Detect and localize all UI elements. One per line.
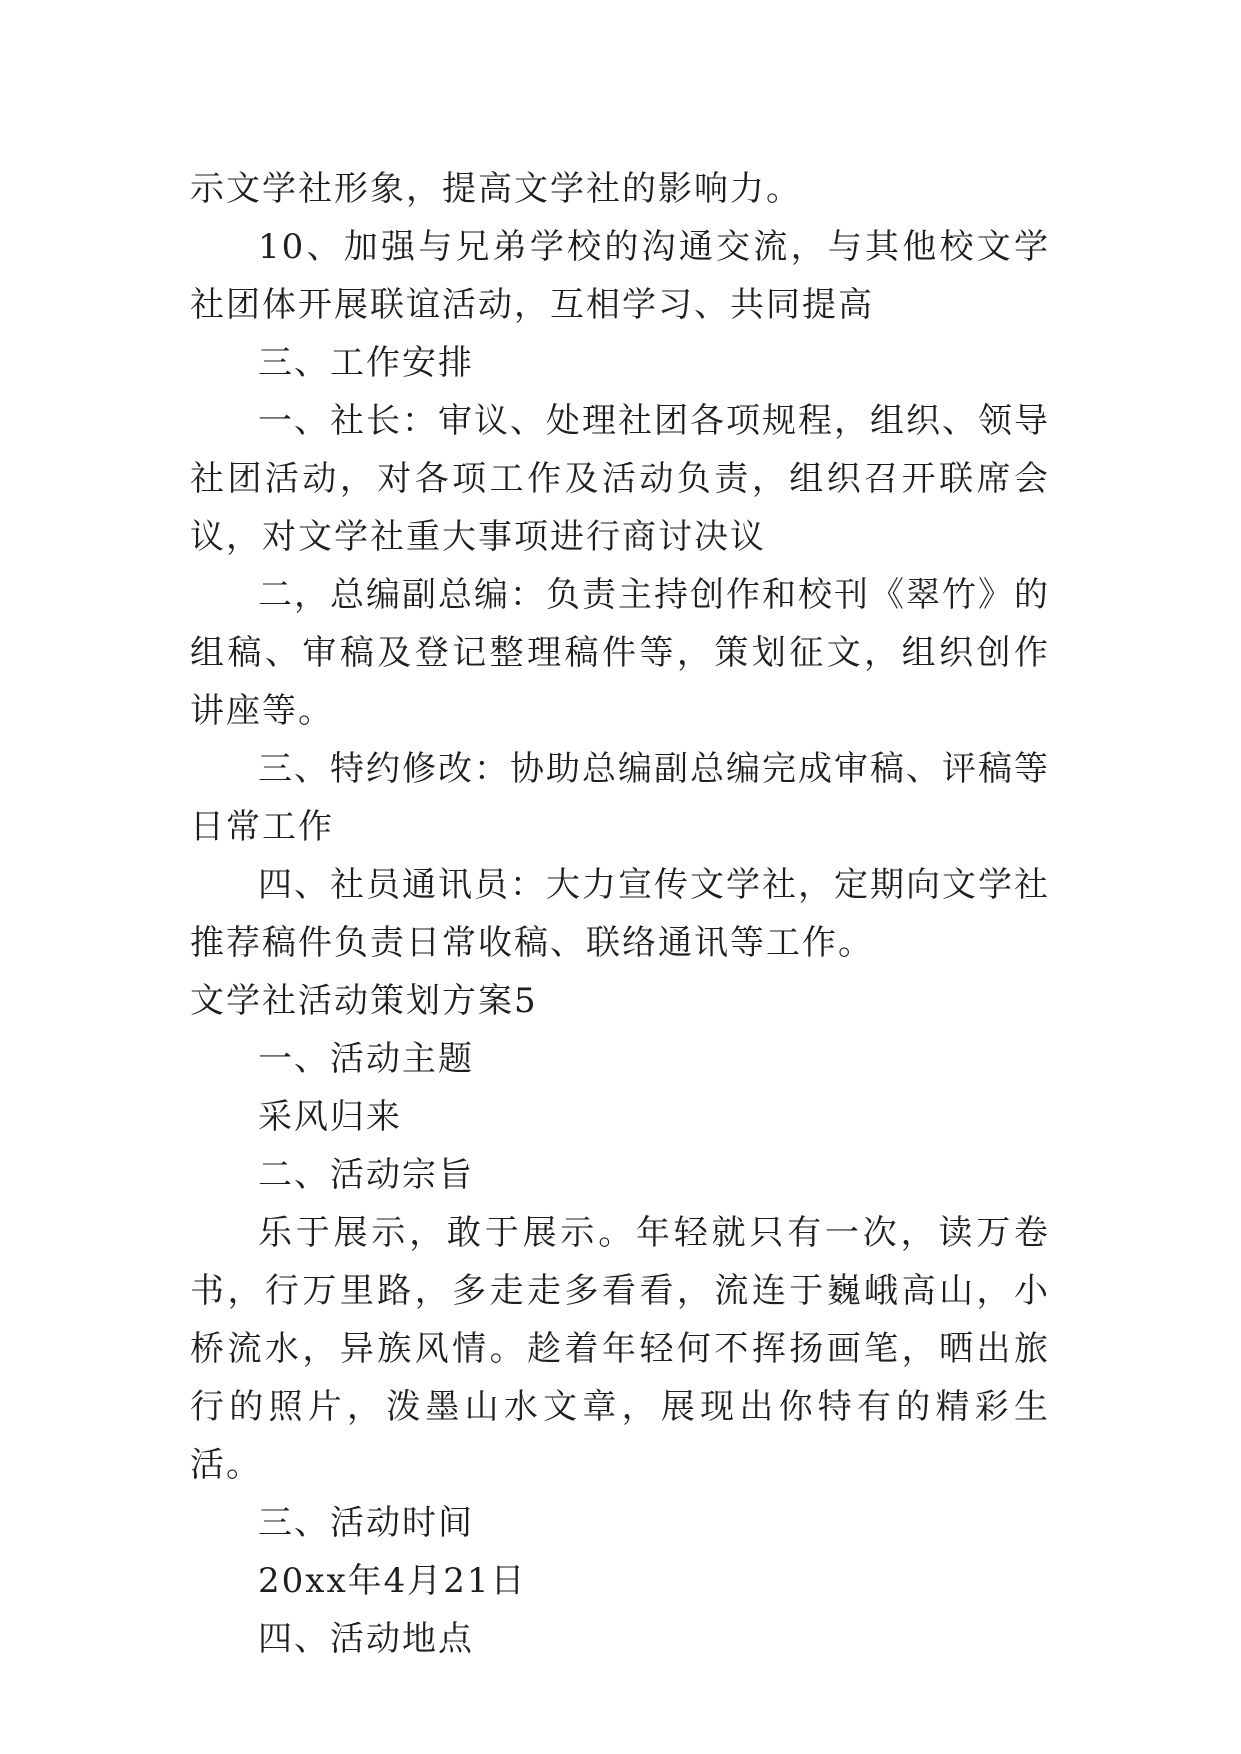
document-body <box>190 160 1050 1668</box>
paragraph-purpose: 乐于展示，敢于展示。年轻就只有一次，读万卷书，行万里路，多走走多看看，流连于巍峨高山，小桥流水，异族风情。趁着年轻何不挥扬画笔，晒出旅行的照片，泼墨山水文章，展现出你特有的精彩生活。 <box>190 1213 1050 1485</box>
paragraph-item-10: 10、加强与兄弟学校的沟通交流，与其他校文学社团体开展联谊活动，互相学习、共同提高 <box>190 227 1050 325</box>
section-heading-time: 三、活动时间 <box>258 1503 474 1543</box>
paragraph-continuation: 示文学社形象，提高文学社的影响力。 <box>190 169 802 209</box>
section-heading-location: 四、活动地点 <box>258 1619 474 1659</box>
paragraph-correspondent: 四、社员通讯员：大力宣传文学社，定期向文学社推荐稿件负责日常收稿、联络通讯等工作。 <box>190 865 1050 963</box>
section-heading-work-arrangement: 三、工作安排 <box>258 343 474 383</box>
paragraph-time: 20xx年4月21日 <box>258 1561 527 1601</box>
document-title: 文学社活动策划方案5 <box>190 981 538 1021</box>
paragraph-president: 一、社长：审议、处理社团各项规程，组织、领导社团活动，对各项工作及活动负责，组织召开联席会议，对文学社重大事项进行商讨决议 <box>190 401 1050 557</box>
paragraph-chief-editor: 二，总编副总编：负责主持创作和校刊《翠竹》的组稿、审稿及登记整理稿件等，策划征文，组织创作讲座等。 <box>190 575 1050 731</box>
section-heading-theme: 一、活动主题 <box>258 1039 474 1079</box>
paragraph-special-editor: 三、特约修改：协助总编副总编完成审稿、评稿等日常工作 <box>190 749 1050 847</box>
paragraph-theme: 采风归来 <box>258 1097 402 1137</box>
section-heading-purpose: 二、活动宗旨 <box>258 1155 474 1195</box>
